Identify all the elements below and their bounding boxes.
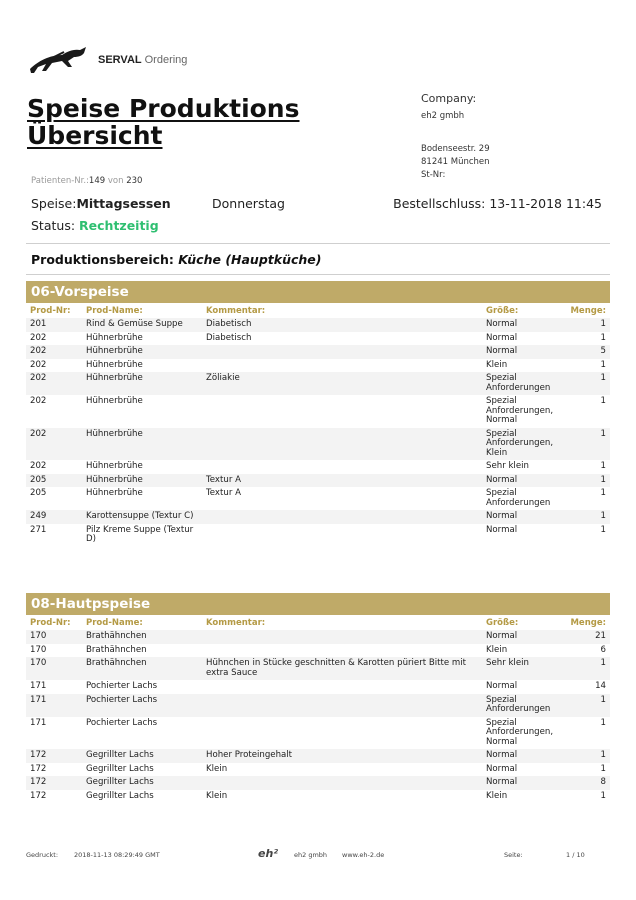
cell-prod-nr: 202	[30, 332, 47, 343]
cell-prod-nr: 171	[26, 694, 82, 717]
cell-size: Klein	[486, 790, 508, 801]
cell-comment	[202, 776, 482, 790]
col-qty: Menge:	[570, 617, 606, 628]
table-row	[26, 345, 610, 359]
cell-prod-nr: 249	[26, 510, 82, 524]
cell-qty: 1	[600, 717, 606, 728]
cell-prod-name: Pochierter Lachs	[82, 694, 202, 717]
table-header-row	[26, 303, 610, 318]
table-row	[26, 332, 610, 346]
cell-prod-name: Gegrillter Lachs	[86, 790, 154, 801]
cell-prod-name: Hühnerbrühe	[86, 396, 143, 406]
section-hauptspeise	[26, 593, 610, 803]
cell-prod-name: Hühnerbrühe	[86, 461, 143, 471]
cell-prod-name: Brathähnchen	[82, 657, 202, 680]
cell-prod-name: Hühnerbrühe	[86, 488, 143, 498]
cell-size: Normal	[486, 524, 518, 535]
patient-total: 230	[126, 176, 143, 186]
cell-prod-nr: 205	[30, 488, 47, 498]
cell-prod-name: Hühnerbrühe	[82, 372, 202, 395]
table-row	[26, 630, 610, 644]
cell-prod-name: Gegrillter Lachs	[82, 776, 202, 790]
cell-prod-nr: 172	[26, 749, 82, 763]
production-area	[31, 252, 321, 267]
cell-size: Sehr klein	[486, 461, 529, 471]
cell-size: Normal	[486, 332, 518, 343]
cell-size: Spezial Anforderungen, Klein	[482, 428, 562, 461]
table-row	[26, 749, 610, 763]
cell-prod-nr: 202	[30, 359, 47, 370]
cell-prod-nr: 201	[26, 318, 82, 332]
status-badge: Rechtzeitig	[79, 218, 159, 233]
cell-qty: 5	[562, 345, 610, 359]
table-row	[26, 776, 610, 790]
table-row	[26, 395, 610, 428]
cell-comment	[202, 717, 482, 750]
table-row	[26, 372, 610, 395]
items-body	[26, 630, 610, 803]
cell-size: Spezial Anforderungen, Normal	[486, 717, 554, 747]
cell-prod-nr: 170	[26, 630, 82, 644]
cell-comment	[202, 630, 482, 644]
items-body	[26, 318, 610, 547]
table-row	[26, 680, 610, 694]
meal-label: Speise:	[31, 196, 77, 211]
page-title: Speise Produktions Übersicht	[27, 94, 300, 150]
cell-qty: 1	[562, 372, 610, 395]
printed-timestamp: 2018-11-13 08:29:49 GMT	[74, 851, 160, 859]
section-title: 06-Vorspeise	[26, 281, 610, 303]
cell-prod-nr: 170	[26, 657, 82, 680]
cell-size: Sehr klein	[482, 657, 562, 680]
cell-prod-name: Pilz Kreme Suppe (Textur D)	[86, 524, 194, 544]
col-qty: Menge:	[570, 305, 606, 316]
company-block	[421, 92, 490, 182]
patient-value: 149	[88, 176, 106, 186]
cell-comment	[202, 694, 482, 717]
cell-comment	[202, 460, 482, 474]
cell-size: Normal	[482, 776, 562, 790]
table-row	[26, 474, 610, 488]
cell-size: Normal	[482, 474, 562, 488]
page-number: 1 / 10	[566, 851, 585, 859]
brand-title: SERVAL	[98, 54, 142, 66]
cell-prod-nr: 172	[30, 763, 47, 774]
cell-comment: Klein	[206, 763, 228, 774]
table-header-row	[26, 615, 610, 630]
company-street: Bodenseestr. 29	[421, 144, 490, 154]
cell-prod-name: Rind & Gemüse Suppe	[82, 318, 202, 332]
items-table	[26, 615, 610, 803]
cell-qty: 1	[562, 318, 610, 332]
cell-size: Normal	[482, 318, 562, 332]
cell-comment: Diabetisch	[202, 318, 482, 332]
cell-prod-name: Hühnerbrühe	[82, 345, 202, 359]
cell-size: Normal	[482, 749, 562, 763]
cell-comment	[202, 395, 482, 428]
cell-qty: 6	[600, 644, 606, 655]
cell-size: Spezial Anforderungen	[482, 372, 562, 395]
col-prod-name: Prod-Name:	[86, 305, 143, 316]
cell-comment	[202, 524, 482, 547]
cell-qty: 1	[600, 488, 606, 498]
production-area-label: Produktionsbereich:	[31, 252, 174, 267]
cell-qty: 1	[600, 763, 606, 774]
company-st-nr: St-Nr:	[421, 170, 446, 180]
cell-prod-name: Karottensuppe (Textur C)	[82, 510, 202, 524]
brand-name	[98, 54, 187, 66]
cell-comment: Zöliakie	[202, 372, 482, 395]
cell-qty: 1	[600, 790, 606, 801]
cell-qty: 1	[562, 510, 610, 524]
section-title: 08-Hautpspeise	[26, 593, 610, 615]
order-deadline: Bestellschluss: 13-11-2018 11:45	[393, 196, 602, 211]
cell-comment	[202, 345, 482, 359]
cell-comment: Klein	[206, 790, 228, 801]
patient-number	[31, 176, 142, 186]
cell-prod-nr: 202	[30, 461, 47, 471]
col-comment: Kommentar:	[206, 305, 266, 316]
status-line	[31, 218, 159, 233]
items-table	[26, 303, 610, 547]
cell-size: Klein	[486, 644, 508, 655]
cell-comment	[202, 359, 482, 373]
cell-prod-nr: 202	[26, 345, 82, 359]
cell-comment	[202, 680, 482, 694]
cell-prod-nr: 202	[26, 372, 82, 395]
cell-comment: Textur A	[202, 474, 482, 488]
serval-cat-icon	[28, 43, 90, 79]
cell-prod-nr: 205	[26, 474, 82, 488]
cell-prod-name: Hühnerbrühe	[82, 428, 202, 461]
cell-prod-name: Gegrillter Lachs	[82, 749, 202, 763]
cell-qty: 21	[562, 630, 610, 644]
meal-day: Donnerstag	[212, 196, 285, 211]
cell-comment	[202, 428, 482, 461]
divider	[26, 274, 610, 275]
cell-prod-nr: 202	[30, 396, 47, 406]
cell-comment	[202, 510, 482, 524]
cell-size: Spezial Anforderungen	[482, 694, 562, 717]
cell-qty: 1	[600, 332, 606, 343]
table-row	[26, 790, 610, 804]
cell-prod-name: Brathähnchen	[82, 630, 202, 644]
cell-size: Normal	[486, 763, 518, 774]
cell-prod-nr: 171	[30, 681, 47, 691]
company-city: 81241 München	[421, 157, 490, 167]
footer-company: eh2 gmbh	[294, 851, 328, 859]
cell-qty: 14	[595, 681, 606, 691]
cell-comment: Textur A	[206, 488, 241, 498]
table-row	[26, 510, 610, 524]
cell-qty: 1	[562, 657, 610, 680]
col-comment: Kommentar:	[206, 617, 266, 628]
printed-label: Gedruckt:	[26, 851, 59, 859]
table-row	[26, 694, 610, 717]
cell-prod-nr: 171	[30, 717, 47, 728]
table-row	[26, 318, 610, 332]
cell-size: Normal	[482, 345, 562, 359]
production-area-value: Küche (Hauptküche)	[178, 252, 322, 267]
cell-qty: 1	[562, 694, 610, 717]
cell-qty: 1	[600, 524, 606, 535]
table-row	[26, 657, 610, 680]
cell-prod-name: Pochierter Lachs	[86, 717, 158, 728]
table-row	[26, 717, 610, 750]
company-name: eh2 gmbh	[421, 111, 465, 121]
status-label: Status:	[31, 218, 76, 233]
cell-prod-name: Hühnerbrühe	[86, 332, 143, 343]
table-row	[26, 460, 610, 474]
col-prod-nr: Prod-Nr:	[30, 617, 71, 628]
table-row	[26, 524, 610, 547]
cell-qty: 1	[562, 749, 610, 763]
col-prod-nr: Prod-Nr:	[30, 305, 71, 316]
cell-qty: 1	[600, 461, 606, 471]
divider	[26, 243, 610, 244]
page-label: Seite:	[504, 851, 523, 859]
cell-qty: 1	[600, 396, 606, 406]
col-size: Größe:	[486, 305, 519, 316]
cell-prod-name: Brathähnchen	[86, 644, 147, 655]
cell-size: Normal	[486, 681, 518, 691]
eh2-logo-icon: eh²	[258, 847, 279, 860]
cell-size: Spezial Anforderungen, Normal	[486, 396, 554, 425]
table-row	[26, 359, 610, 373]
cell-comment: Hoher Proteingehalt	[202, 749, 482, 763]
col-size: Größe:	[486, 617, 519, 628]
cell-size: Normal	[482, 630, 562, 644]
cell-prod-nr: 202	[26, 428, 82, 461]
cell-qty: 1	[562, 474, 610, 488]
col-prod-name: Prod-Name:	[86, 617, 143, 628]
cell-prod-nr: 271	[30, 524, 47, 535]
cell-comment	[202, 644, 482, 658]
patient-label: Patienten-Nr.:	[31, 176, 89, 186]
table-row	[26, 487, 610, 510]
meal-name: Mittagsessen	[76, 196, 171, 211]
cell-prod-nr: 172	[26, 776, 82, 790]
cell-size: Klein	[486, 359, 508, 370]
brand-subtitle: Ordering	[144, 54, 188, 66]
cell-prod-name: Pochierter Lachs	[86, 681, 158, 691]
cell-prod-nr: 170	[30, 644, 47, 655]
table-row	[26, 428, 610, 461]
serval-logo	[28, 44, 90, 78]
cell-size: Normal	[482, 510, 562, 524]
cell-qty: 1	[600, 359, 606, 370]
cell-prod-name: Hühnerbrühe	[82, 474, 202, 488]
cell-qty: 1	[562, 428, 610, 461]
cell-comment: Hühnchen in Stücke geschnitten & Karotten püriert Bitte mit extra Sauce	[202, 657, 482, 680]
cell-comment: Diabetisch	[206, 332, 252, 343]
table-row	[26, 763, 610, 777]
section-vorspeise	[26, 281, 610, 547]
footer-url: www.eh-2.de	[342, 851, 385, 859]
cell-qty: 8	[562, 776, 610, 790]
cell-prod-name: Hühnerbrühe	[86, 359, 143, 370]
patient-of: von	[107, 176, 124, 186]
meal-line	[31, 196, 171, 211]
table-row	[26, 644, 610, 658]
cell-prod-nr: 172	[30, 790, 47, 801]
cell-size: Spezial Anforderungen	[486, 488, 551, 508]
company-label: Company:	[421, 92, 477, 105]
page-footer	[26, 847, 610, 863]
cell-prod-name: Gegrillter Lachs	[86, 763, 154, 774]
